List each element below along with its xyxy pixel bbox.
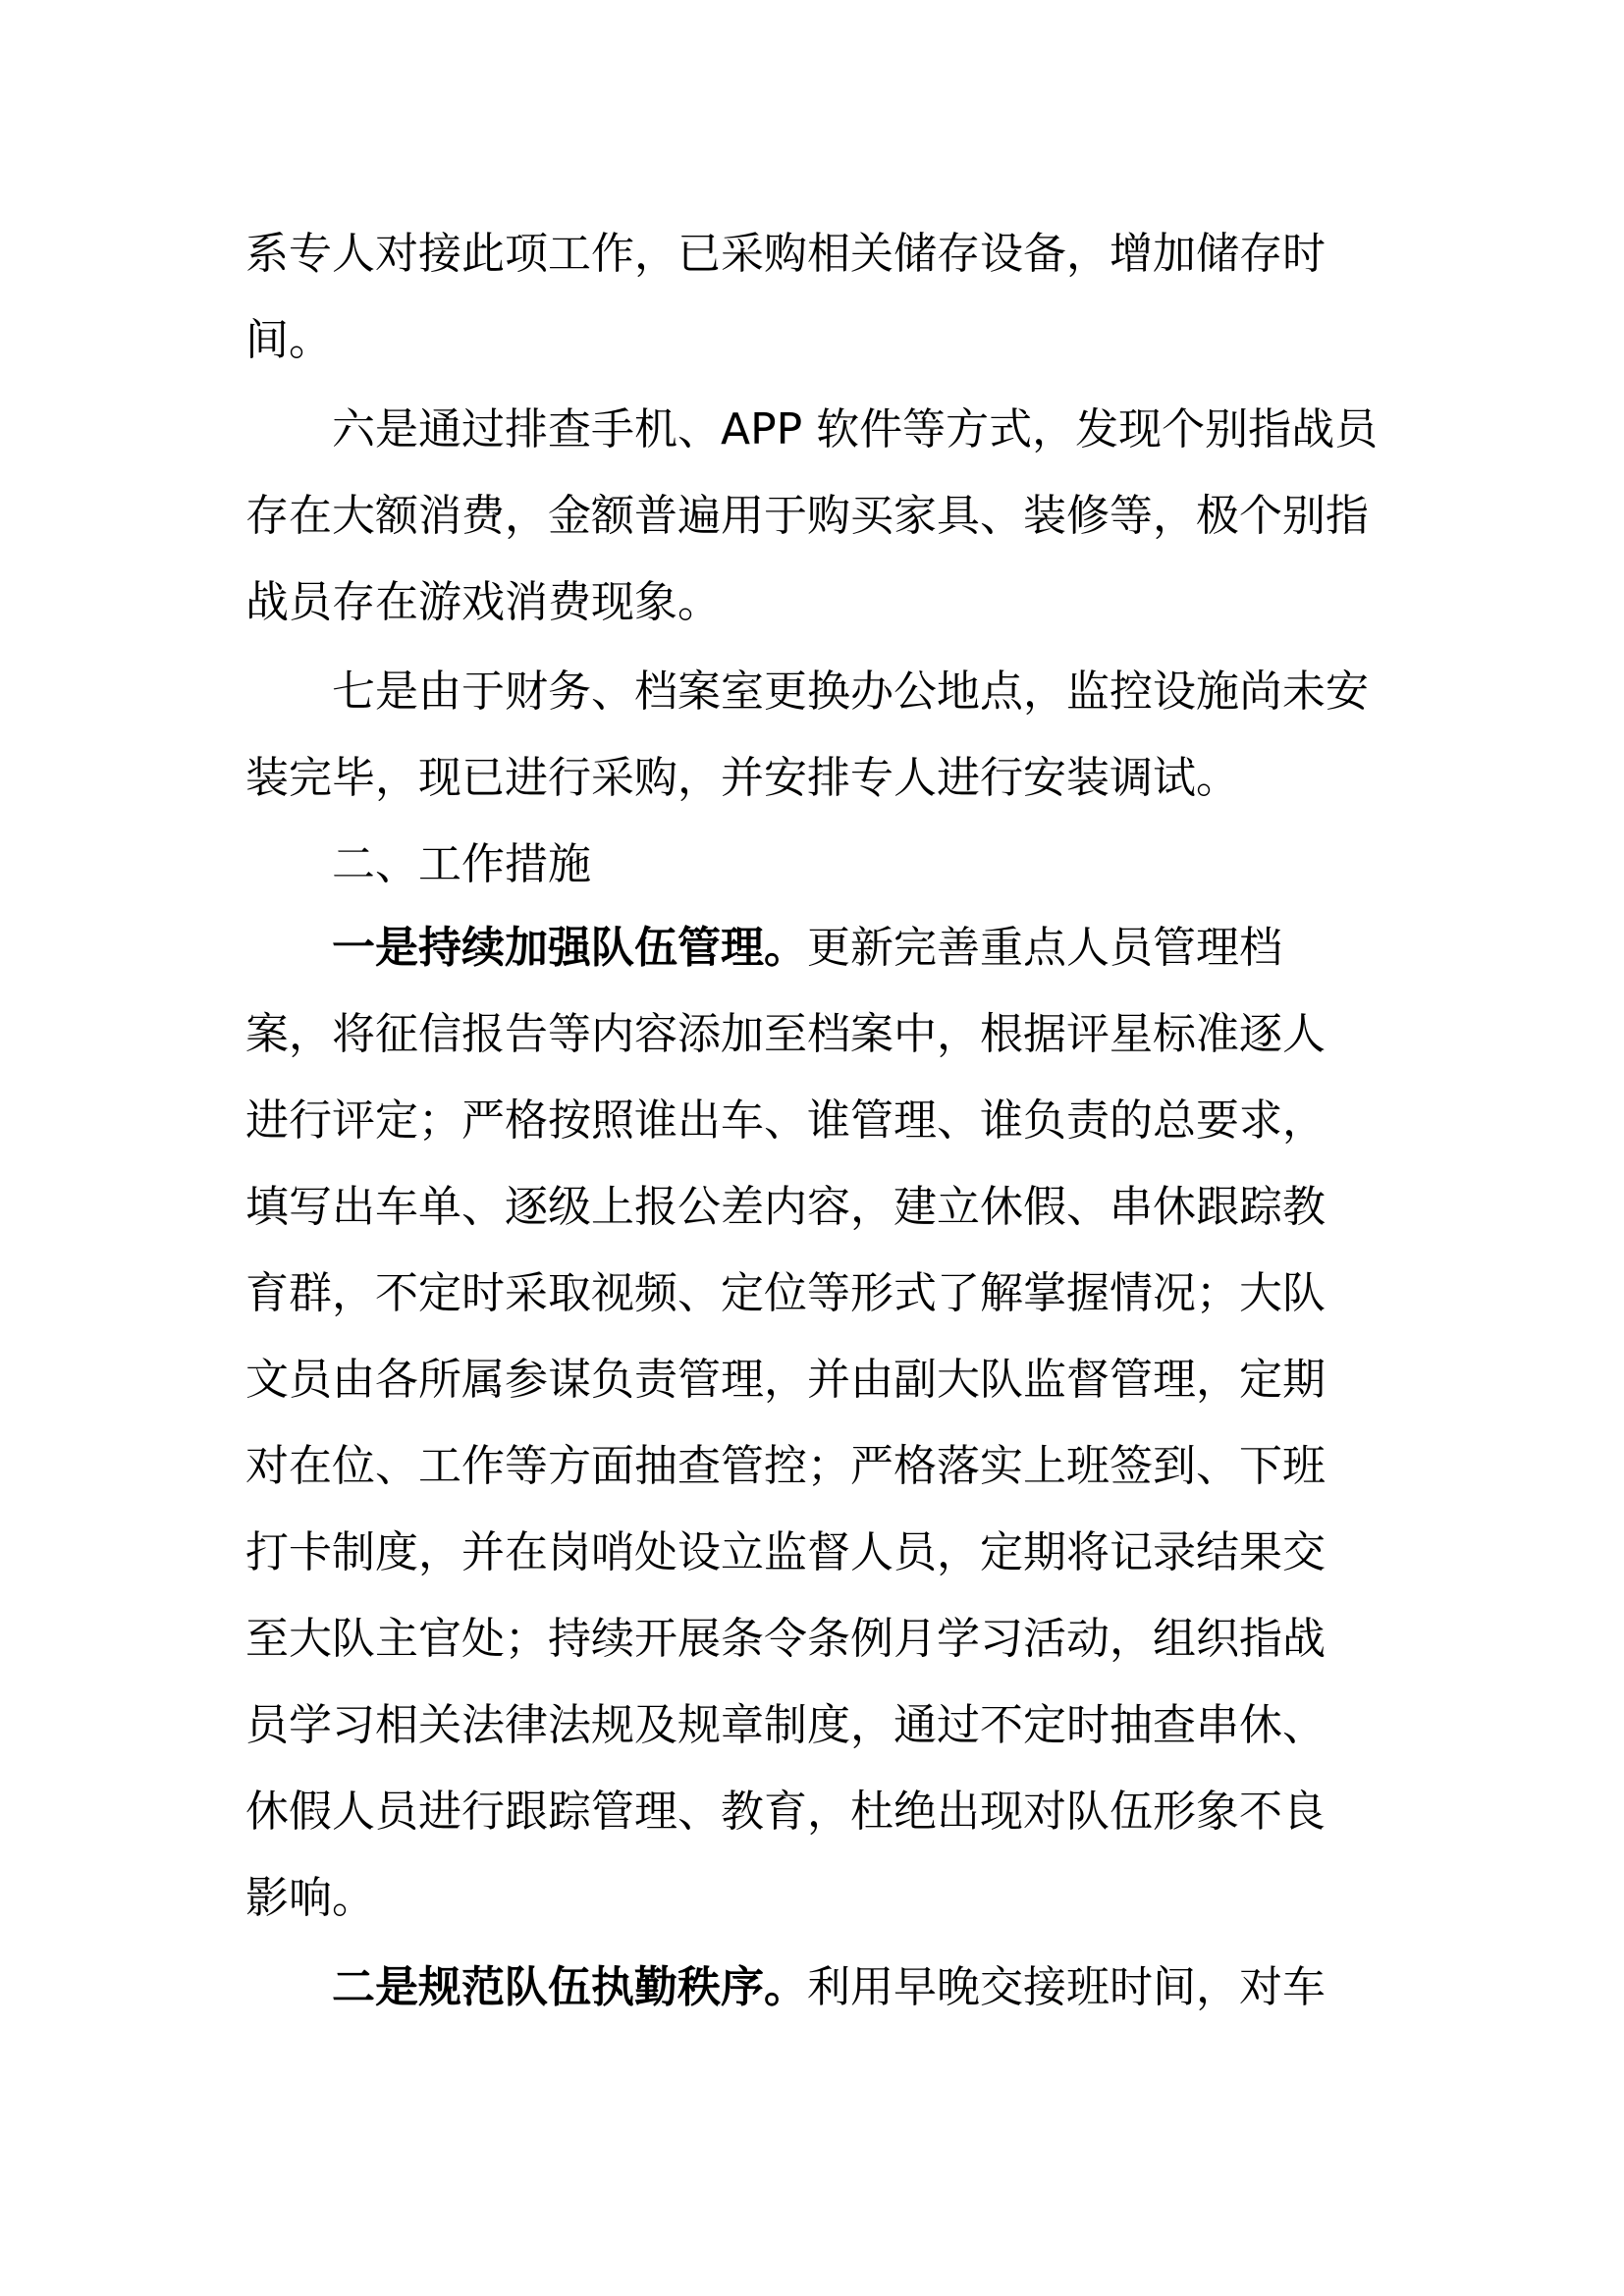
measure-one-title: 一是持续加强队伍管理。 [332, 923, 807, 973]
paragraph-continued: 系专人对接此项工作，已采购相关储存设备，增加储存时间。 [245, 229, 1326, 365]
paragraph-item-six: 六是通过排查手机、APP 软件等方式，发现个别指战员存在大额消费，金额普遍用于购买家具、装修等，极个别指战员存在游戏消费现象。 [245, 404, 1379, 627]
document-body [245, 211, 1394, 2031]
measure-two-text: 利用早晚交接班时间，对车 [807, 1962, 1326, 2012]
measure-two-title: 二是规范队伍执勤秩序。 [332, 1962, 807, 2012]
section-heading: 二、工作措施 [332, 839, 591, 889]
paragraph-measure-one [245, 905, 1355, 1942]
paragraph-measure-two [245, 1945, 1355, 2031]
measure-one-text: 更新完善重点人员管理档案，将征信报告等内容添加至档案中，根据评星标准逐人进行评定；严格按照谁出车、谁管理、谁负责的总要求，填写出车单、逐级上报公差内容，建立休假、串休跟踪教育群，不定时采取视频、定位等形式了解掌握情况；大队文员由各所属参谋负责管理，并由副大队监督管理，定期对在位、工作等方面抽查管控；严格落实上班签到、下班打卡制度，并在岗哨处设立监督人员，定期将记录结果交至大队主官处；持续开展条令条例月学习活动，组织指战员学习相关法律法规及规章制度，通过不定时抽查串休、休假人员进行跟踪管理、教育，杜绝出现对队伍形象不良影响。 [245, 923, 1326, 1923]
paragraph-item-seven: 七是由于财务、档案室更换办公地点，监控设施尚未安装完毕，现已进行采购，并安排专人进行安装调试。 [245, 667, 1369, 803]
